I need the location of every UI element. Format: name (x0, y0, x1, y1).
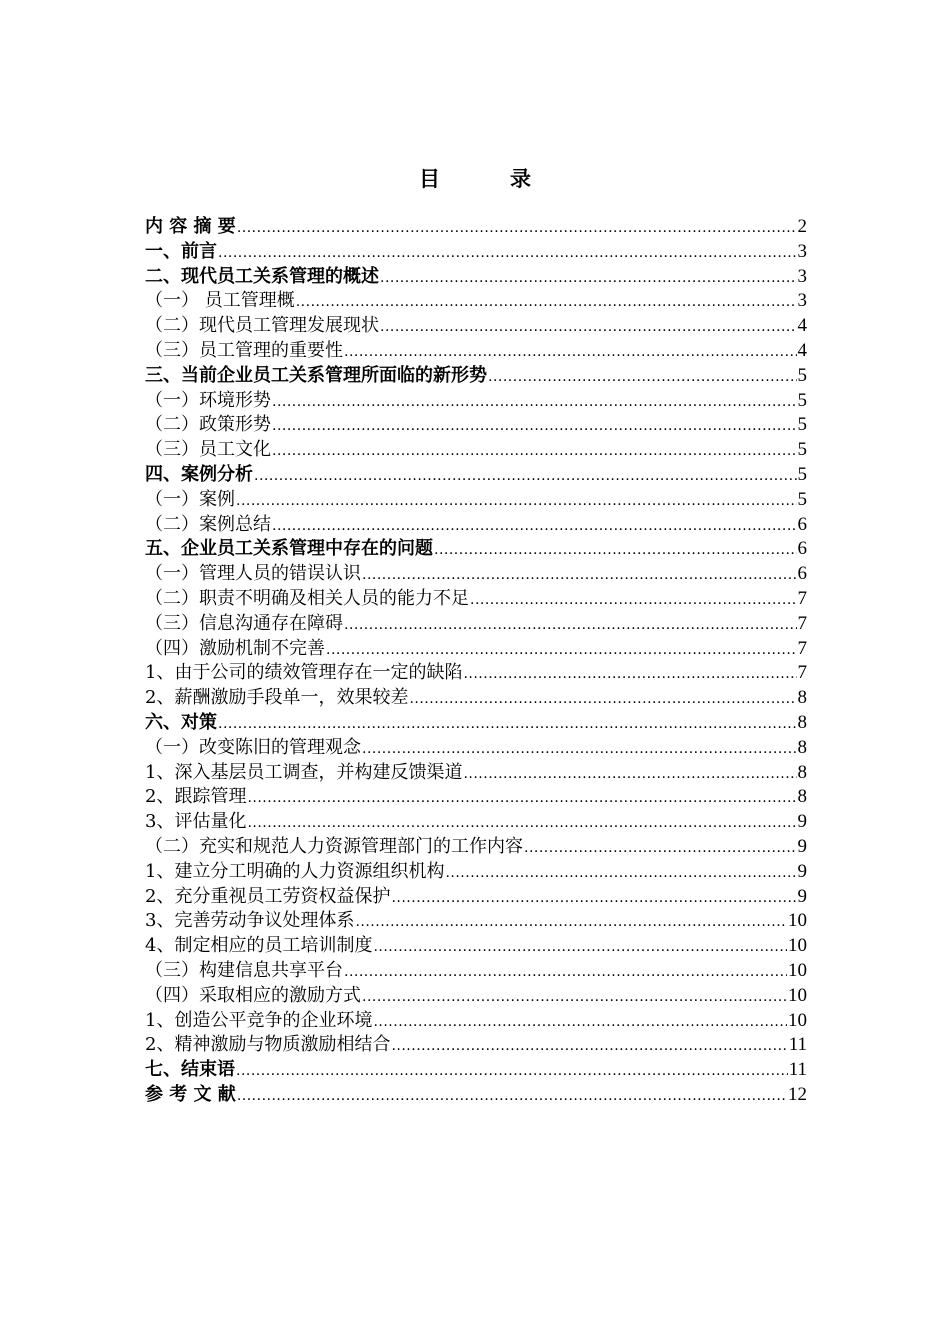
toc-dot-leader (391, 886, 796, 911)
toc-entry[interactable] (145, 488, 807, 513)
toc-entry[interactable] (145, 562, 807, 587)
toc-heading (0, 164, 950, 194)
toc-entry-page-number: 11 (788, 1034, 807, 1056)
toc-entry[interactable] (145, 1083, 807, 1108)
toc-entry-title: （二）现代员工管理发展现状 (145, 315, 379, 337)
toc-entry-title: （二）案例总结 (145, 513, 271, 535)
toc-entry-page-number: 7 (797, 612, 807, 634)
toc-dot-leader (272, 390, 797, 415)
toc-entry-page-number: 8 (797, 687, 807, 709)
toc-entry[interactable] (145, 215, 807, 240)
toc-entry-page-number: 5 (797, 488, 807, 510)
toc-entry[interactable] (145, 959, 807, 984)
toc-dot-leader (463, 662, 796, 687)
toc-entry[interactable] (145, 513, 807, 538)
toc-entry-title: 二、现代员工关系管理的概述 (145, 265, 379, 287)
toc-dot-leader (326, 638, 797, 663)
toc-entry-page-number: 5 (797, 364, 807, 386)
toc-dot-leader (344, 340, 797, 365)
toc-entry[interactable] (145, 389, 807, 414)
toc-entry-page-number: 6 (797, 538, 807, 560)
toc-entry-page-number: 10 (788, 910, 807, 932)
toc-dot-leader (470, 588, 797, 613)
toc-entry-page-number: 3 (797, 240, 807, 262)
toc-entry-page-number: 6 (797, 513, 807, 535)
toc-entry[interactable] (145, 835, 807, 860)
toc-entry-title: 1、由于公司的绩效管理存在一定的缺陷 (145, 662, 463, 684)
toc-dot-leader (237, 1084, 787, 1109)
toc-entry-title: （四）激励机制不完善 (145, 637, 325, 659)
toc-entry-title: （一）改变陈旧的管理观念 (145, 736, 361, 758)
toc-entry-page-number: 6 (797, 563, 807, 585)
toc-entry-page-number: 8 (797, 786, 807, 808)
toc-entry-title: （二）充实和规范人力资源管理部门的工作内容 (145, 835, 523, 857)
toc-entry-page-number: 7 (797, 637, 807, 659)
toc-entry-title: 参 考 文 献 (145, 1083, 236, 1105)
toc-entry-title: （一）管理人员的错误认识 (145, 563, 361, 585)
toc-dot-leader (272, 514, 797, 539)
toc-entry[interactable] (145, 612, 807, 637)
toc-entry-page-number: 4 (797, 339, 807, 361)
toc-entry-title: 六、对策 (145, 711, 217, 733)
toc-entry-title: 2、精神激励与物质激励相结合 (145, 1034, 391, 1056)
toc-entry-page-number: 2 (797, 216, 807, 237)
toc-dot-leader (434, 538, 797, 563)
toc-entry-page-number: 10 (788, 959, 807, 981)
toc-entry[interactable] (145, 463, 807, 488)
toc-entry[interactable] (145, 265, 807, 290)
toc-entry-page-number: 9 (797, 860, 807, 882)
toc-dot-leader (218, 712, 797, 737)
toc-entry-title: （三）员工文化 (145, 439, 271, 461)
toc-entry[interactable] (145, 364, 807, 389)
toc-entry-page-number: 5 (797, 439, 807, 461)
toc-entry[interactable] (145, 1058, 807, 1083)
toc-entry-page-number: 8 (797, 736, 807, 758)
toc-dot-leader (355, 910, 787, 935)
toc-entry-page-number: 3 (797, 290, 807, 312)
toc-dot-leader (236, 1059, 788, 1084)
toc-entry-title: 内 容 摘 要 (145, 216, 236, 237)
toc-entry[interactable] (145, 885, 807, 910)
toc-entry[interactable] (145, 637, 807, 662)
toc-entry-title: 四、案例分析 (145, 463, 253, 485)
toc-entry-page-number: 7 (797, 662, 807, 684)
toc-entry-title: （一）案例 (145, 488, 235, 510)
toc-entry-page-number: 9 (797, 811, 807, 833)
toc-entry-title: 一、前言 (145, 240, 217, 262)
toc-dot-leader (254, 464, 797, 489)
toc-entry-title: （三）信息沟通存在障碍 (145, 612, 343, 634)
toc-dot-leader (463, 762, 796, 787)
toc-dot-leader (237, 216, 797, 241)
toc-entry-title: 3、完善劳动争议处理体系 (145, 910, 355, 932)
toc-entry-page-number: 10 (788, 935, 807, 957)
toc-dot-leader (409, 687, 796, 712)
toc-entry-page-number: 5 (797, 414, 807, 436)
toc-dot-leader (362, 563, 797, 588)
toc-dot-leader (524, 836, 797, 861)
toc-entry-page-number: 9 (797, 835, 807, 857)
toc-entry-title: 1、深入基层员工调查，并构建反馈渠道 (145, 761, 463, 783)
toc-entry-title: 2、跟踪管理 (145, 786, 247, 808)
toc-entry-title: （三）构建信息共享平台 (145, 959, 343, 981)
toc-entry[interactable] (145, 1009, 807, 1034)
toc-entry-title: 五、企业员工关系管理中存在的问题 (145, 538, 433, 560)
toc-dot-leader (380, 266, 797, 291)
table-of-contents (145, 215, 807, 1108)
toc-dot-leader (344, 613, 797, 638)
toc-dot-leader (247, 786, 796, 811)
toc-entry[interactable] (145, 240, 807, 265)
toc-entry-page-number: 9 (797, 885, 807, 907)
toc-entry-title: 三、当前企业员工关系管理所面临的新形势 (145, 364, 487, 386)
toc-entry[interactable] (145, 860, 807, 885)
toc-entry-title: （二）职责不明确及相关人员的能力不足 (145, 587, 469, 609)
toc-dot-leader (391, 1034, 787, 1059)
toc-entry-page-number: 11 (788, 1059, 807, 1081)
toc-entry-title: 3、评估量化 (145, 811, 247, 833)
toc-entry-page-number: 8 (797, 711, 807, 733)
toc-entry[interactable] (145, 587, 807, 612)
toc-entry-page-number: 4 (797, 315, 807, 337)
toc-dot-leader (488, 365, 797, 390)
toc-entry[interactable] (145, 1033, 807, 1058)
toc-dot-leader (380, 315, 797, 340)
toc-entry[interactable] (145, 711, 807, 736)
toc-entry-page-number: 5 (797, 463, 807, 485)
toc-entry-title: 2、充分重视员工劳资权益保护 (145, 885, 391, 907)
toc-entry-title: （三）员工管理的重要性 (145, 339, 343, 361)
toc-dot-leader (344, 960, 787, 985)
toc-entry-title: 4、制定相应的员工培训制度 (145, 935, 373, 957)
toc-entry-page-number: 3 (797, 265, 807, 287)
toc-dot-leader (272, 414, 797, 439)
toc-dot-leader (373, 935, 787, 960)
toc-heading-char-1: 目 (419, 167, 440, 191)
toc-dot-leader (218, 241, 797, 266)
toc-entry-title: （四）采取相应的激励方式 (145, 984, 361, 1006)
toc-entry-page-number: 10 (788, 1009, 807, 1031)
toc-dot-leader (236, 489, 797, 514)
toc-entry[interactable] (145, 785, 807, 810)
toc-entry-page-number: 5 (797, 389, 807, 411)
toc-entry[interactable] (145, 339, 807, 364)
toc-entry[interactable] (145, 909, 807, 934)
toc-entry[interactable] (145, 661, 807, 686)
toc-dot-leader (362, 737, 797, 762)
toc-entry[interactable] (145, 934, 807, 959)
toc-entry-title: 1、创造公平竞争的企业环境 (145, 1009, 373, 1031)
toc-entry-page-number: 12 (788, 1083, 807, 1105)
toc-entry[interactable] (145, 810, 807, 835)
toc-entry[interactable] (145, 761, 807, 786)
toc-entry[interactable] (145, 736, 807, 761)
toc-dot-leader (373, 1010, 787, 1035)
toc-entry-page-number: 8 (797, 761, 807, 783)
toc-dot-leader (247, 811, 796, 836)
toc-entry-title: 七、结束语 (145, 1059, 235, 1081)
toc-entry[interactable] (145, 984, 807, 1009)
toc-entry[interactable] (145, 413, 807, 438)
toc-dot-leader (445, 861, 796, 886)
toc-entry[interactable] (145, 537, 807, 562)
toc-entry-page-number: 7 (797, 587, 807, 609)
toc-heading-char-2: 录 (510, 167, 531, 191)
toc-entry-title: 2、薪酬激励手段单一，效果较差 (145, 687, 409, 709)
toc-entry-page-number: 10 (788, 984, 807, 1006)
toc-entry-title: （一） 员工管理概 (145, 290, 295, 312)
toc-entry[interactable] (145, 289, 807, 314)
toc-entry-title: （一）环境形势 (145, 389, 271, 411)
toc-dot-leader (272, 439, 797, 464)
toc-entry[interactable] (145, 438, 807, 463)
toc-entry-title: （二）政策形势 (145, 414, 271, 436)
toc-dot-leader (296, 290, 797, 315)
toc-entry-title: 1、建立分工明确的人力资源组织机构 (145, 860, 445, 882)
toc-entry[interactable] (145, 314, 807, 339)
toc-entry[interactable] (145, 686, 807, 711)
toc-dot-leader (362, 985, 787, 1010)
